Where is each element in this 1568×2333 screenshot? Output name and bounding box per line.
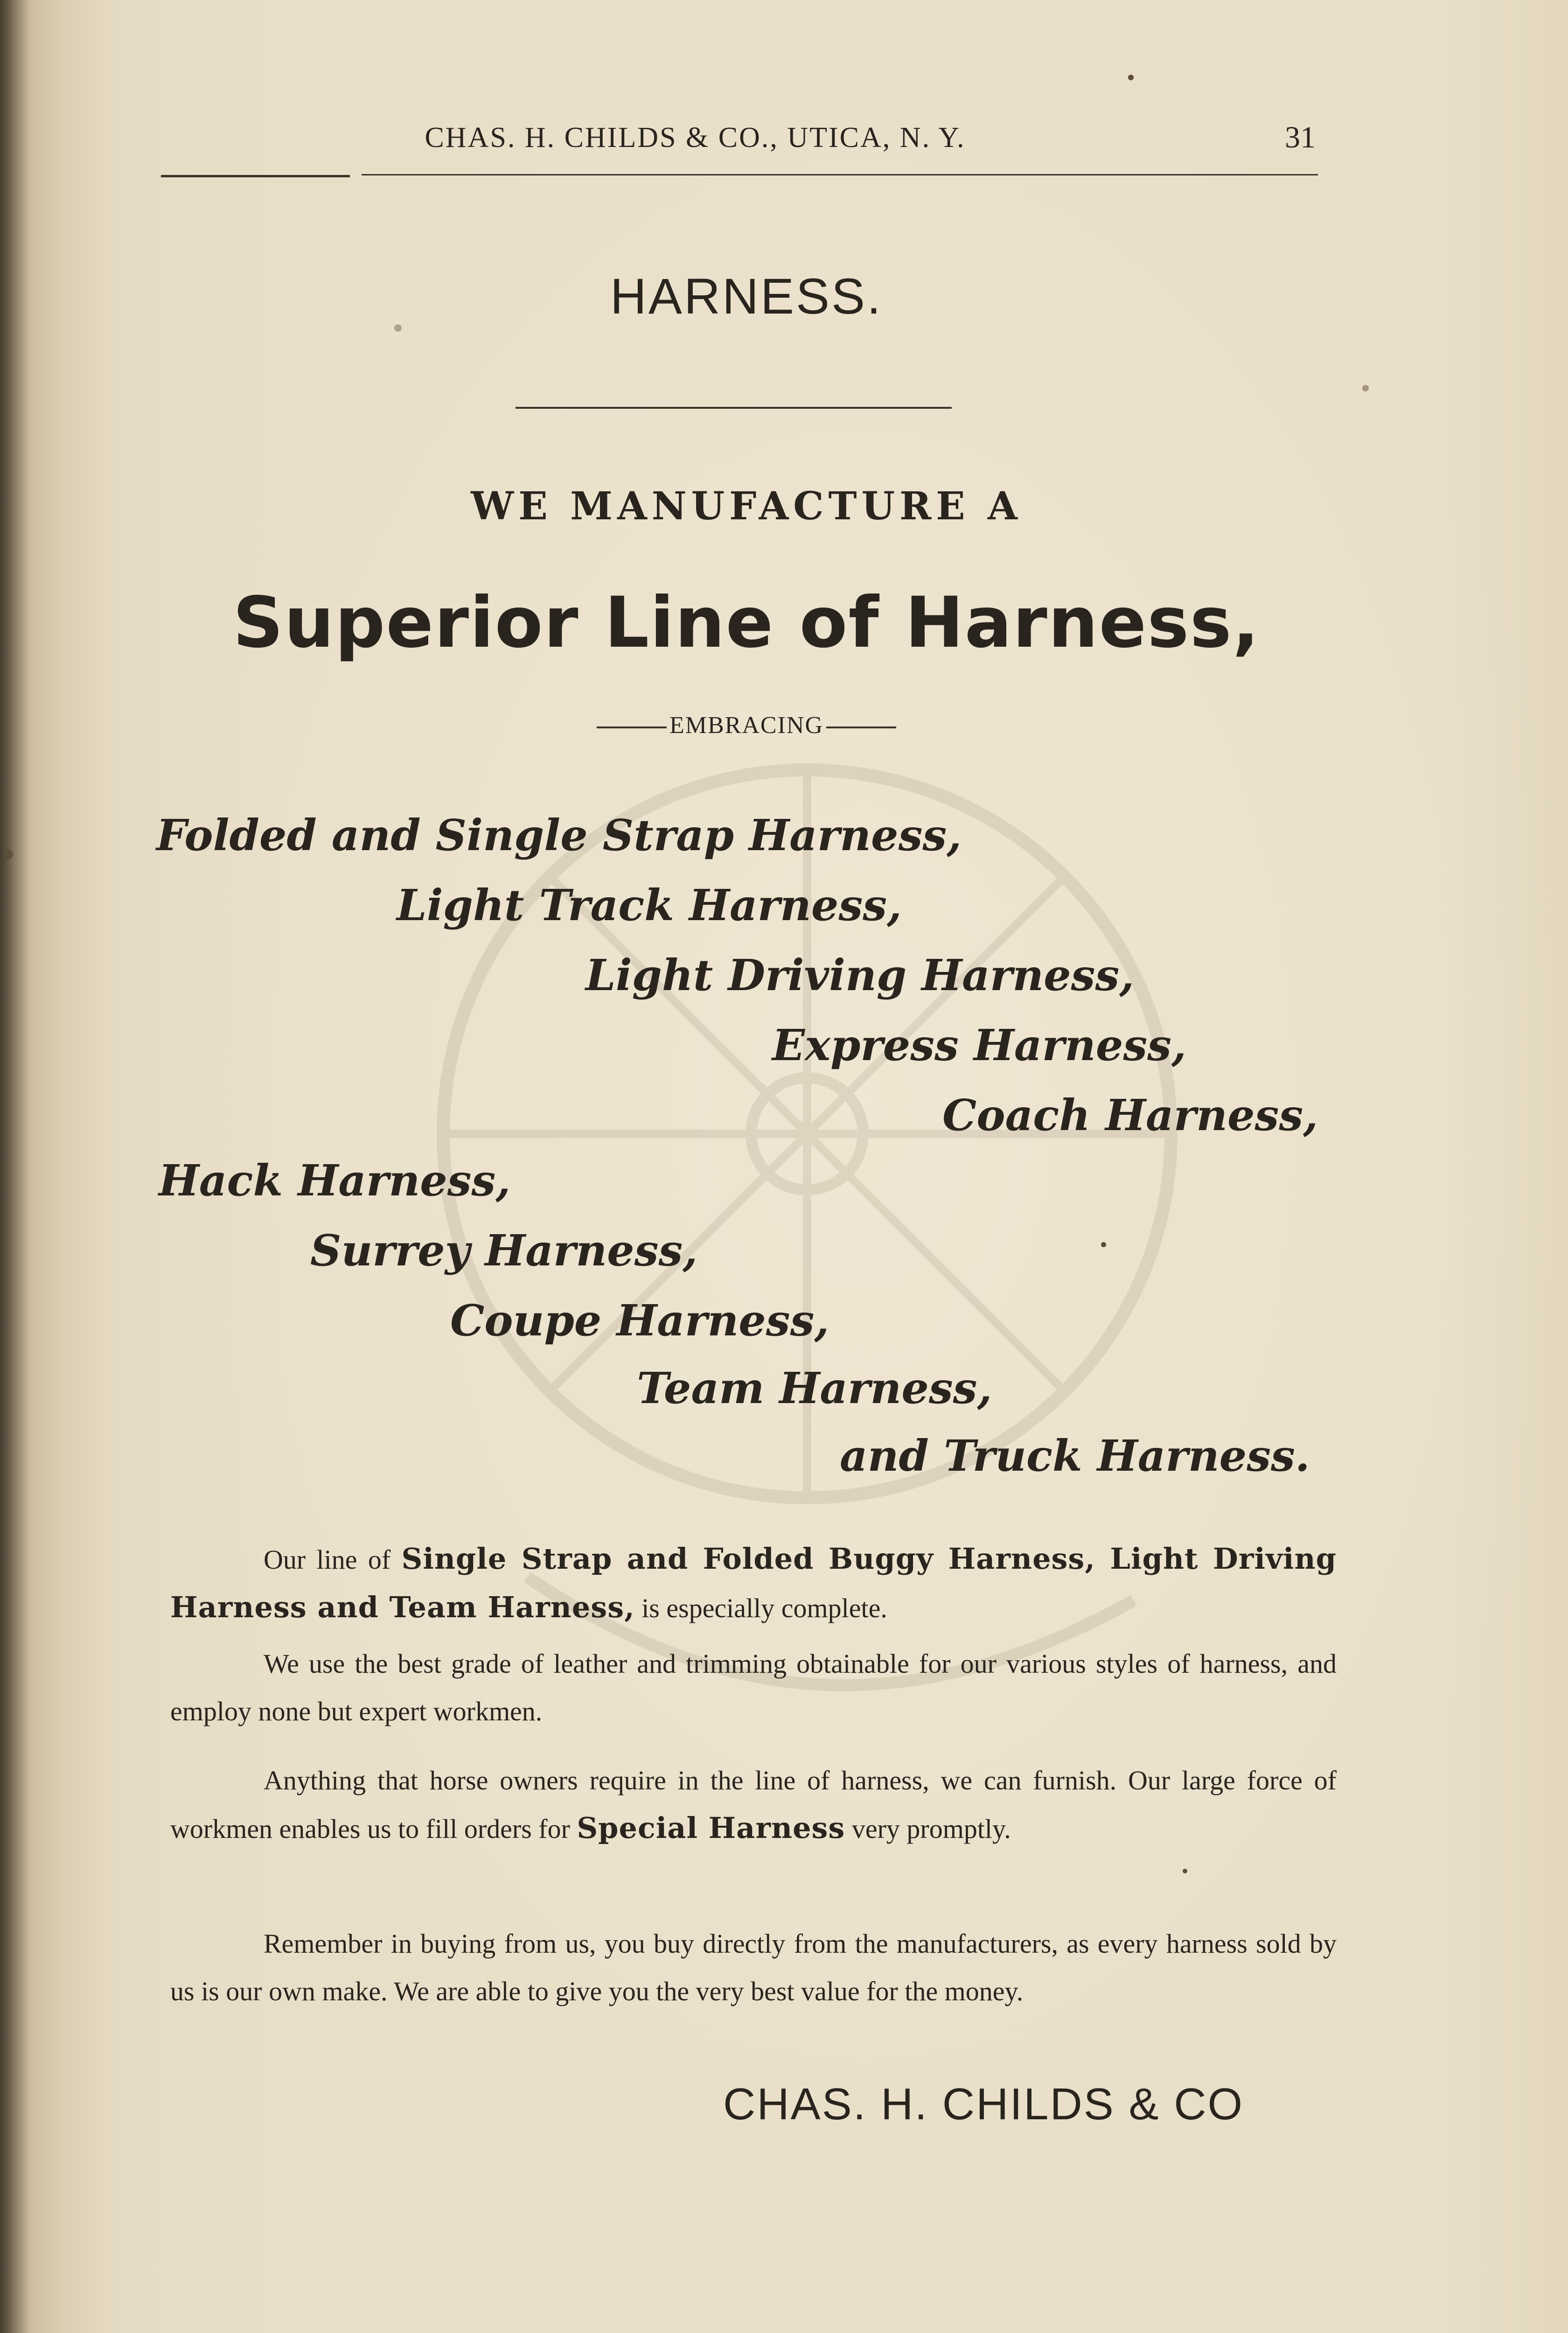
page-heading: HARNESS. [610,268,883,324]
harness-item-light-driving: Light Driving Harness, [585,950,1135,1000]
page-number: 31 [1285,120,1316,154]
header-rule-right [362,174,1318,175]
harness-item-express: Express Harness, [772,1020,1186,1070]
harness-item-coach: Coach Harness, [942,1090,1318,1140]
paragraph-complete-line [170,1535,1337,1632]
paper-speck [394,324,402,332]
embracing-text: EMBRACING [669,712,824,739]
harness-item-hack: Hack Harness, [159,1155,511,1206]
paragraph-3-text-c: very promptly. [851,1814,1011,1844]
paper-speck [1101,1242,1106,1247]
paper-speck [3,849,13,859]
harness-item-truck: and Truck Harness. [840,1431,1310,1481]
embracing-dash-right [826,726,896,728]
running-head-title: CHAS. H. CHILDS & CO., UTICA, N. Y. [425,122,966,154]
paragraph-3-text-a: Anything that horse owners require in the line of harness, we can furnish. Our large force of workmen enables us to fill orders for [170,1765,1337,1844]
paragraph-1-text-c: is especially complete. [641,1593,887,1623]
paper-speck [1128,75,1134,80]
embracing-label [0,709,1493,742]
heading-rule [516,407,952,409]
harness-item-team: Team Harness, [637,1363,992,1413]
paper-speck [1362,385,1369,391]
header-rule-left [161,175,350,177]
harness-item-coupe: Coupe Harness, [450,1295,829,1346]
embracing-dash-left [597,726,667,728]
paragraph-special-harness [170,1757,1337,1853]
paragraph-4-text: Remember in buying from us, you buy directly from the manufacturers, as every harness sold by us is our own make. We are able to give you the very best value for the money. [170,1928,1337,2006]
company-signature: CHAS. H. CHILDS & CO [723,2079,1244,2129]
paragraph-buy-direct [170,1920,1337,2015]
paragraph-3-bold: Special Harness [577,1811,845,1845]
binding-shadow [0,0,28,2333]
harness-item-folded-single-strap: Folded and Single Strap Harness, [156,810,962,860]
paragraph-1-text-a: Our line of [264,1544,391,1575]
superior-line-headline: Superior Line of Harness, [233,582,1260,664]
running-head [159,119,1316,156]
paper-speck [1183,1869,1187,1873]
paragraph-2-text: We use the best grade of leather and trimming obtainable for our various styles of harness, and employ none but expert workmen. [170,1648,1337,1726]
paragraph-1-bold: Single Strap and Folded Buggy Harness, Light Driving Harness and Team Harness, [170,1542,1337,1624]
harness-item-light-track: Light Track Harness, [397,880,902,930]
we-manufacture-text: WE MANUFACTURE A [471,484,1022,529]
harness-item-surrey: Surrey Harness, [310,1225,698,1276]
paragraph-leather-quality [170,1640,1337,1735]
